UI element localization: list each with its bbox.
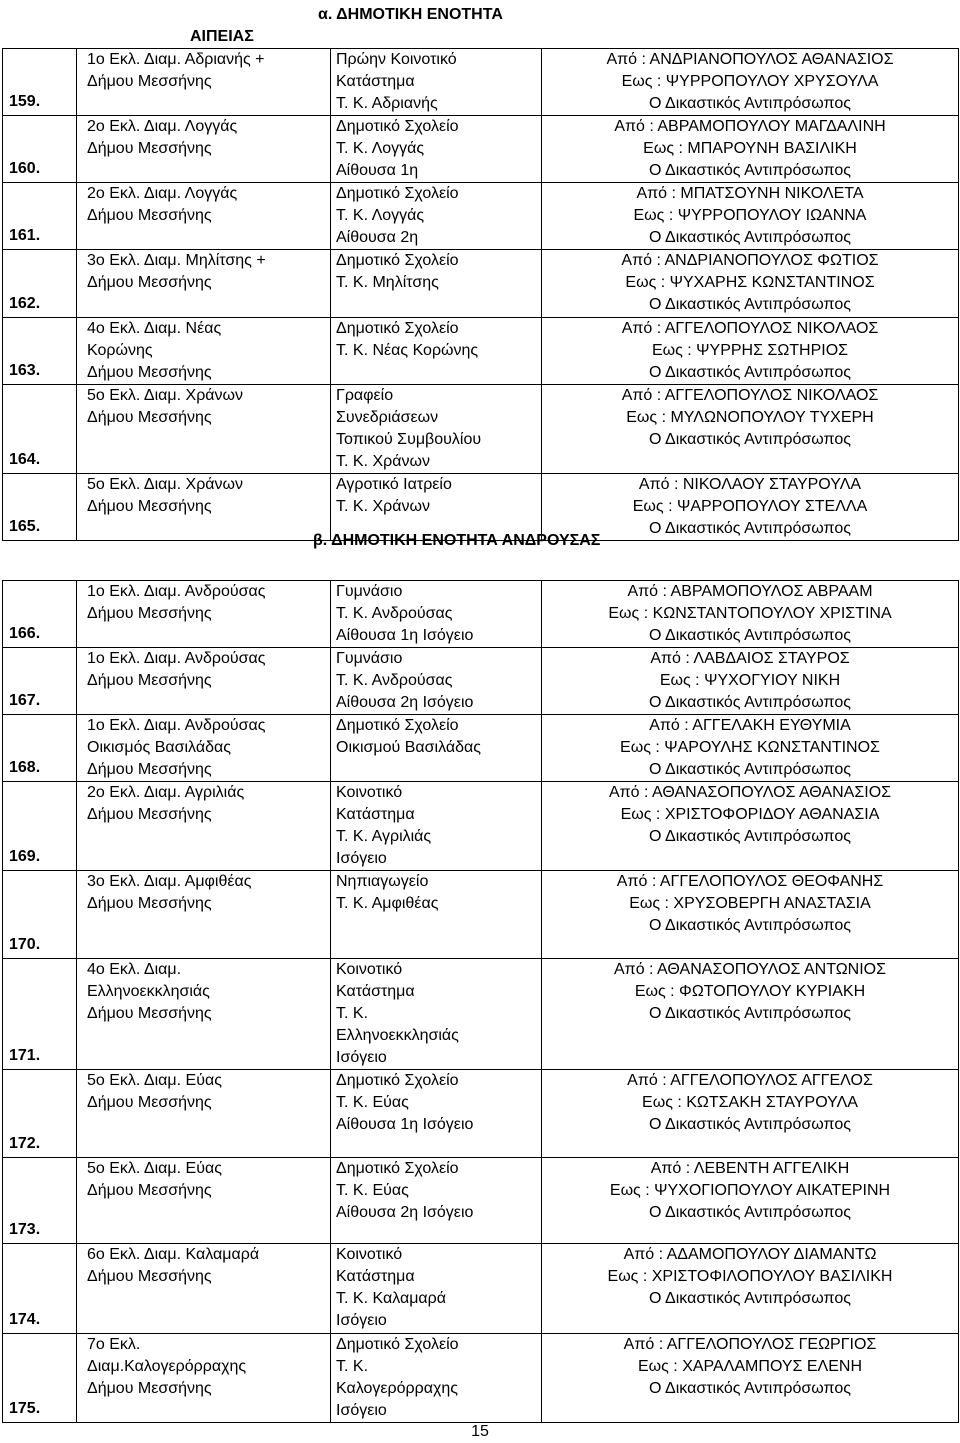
row-number: 174. <box>9 1311 41 1328</box>
location-line: Ισόγειο <box>336 1402 387 1419</box>
location-line: Αίθουσα 1η Ισόγειο <box>336 1116 474 1133</box>
polling-station-line: Δήμου Μεσσήνης <box>87 364 212 381</box>
representative-cell <box>542 871 959 959</box>
location-cell <box>331 318 542 385</box>
table-row <box>3 1244 959 1334</box>
range-to: Εως : ΦΩΤΟΠΟΥΛΟΥ ΚΥΡΙΑΚΗ <box>634 983 866 1000</box>
range-from: Από : ΑΒΡΑΜΟΠΟΥΛΟΥ ΜΑΓΔΑΛΙΝΗ <box>614 118 886 135</box>
location-line: Ισόγειο <box>336 850 387 867</box>
representative-cell <box>542 183 959 250</box>
range-from: Από : ΑΘΑΝΑΣΟΠΟΥΛΟΣ ΑΝΤΩΝΙΟΣ <box>613 961 886 978</box>
representative-label: Ο Δικαστικός Αντιπρόσωπος <box>649 229 851 246</box>
row-number-cell <box>3 581 77 648</box>
polling-station-line: 7ο Εκλ. <box>87 1336 141 1353</box>
polling-station-cell <box>77 318 331 385</box>
polling-station-cell <box>77 385 331 474</box>
row-number-cell <box>3 1244 77 1334</box>
polling-station-line: 1ο Εκλ. Διαμ. Ανδρούσας <box>87 583 266 600</box>
polling-station-line: Δήμου Μεσσήνης <box>87 274 212 291</box>
location-line: Δημοτικό Σχολείο <box>336 185 459 202</box>
polling-station-cell <box>77 581 331 648</box>
range-to: Εως : ΨΑΡΟΥΛΗΣ ΚΩΝΣΤΑΝΤΙΝΟΣ <box>620 739 880 756</box>
range-to: Εως : ΜΥΛΩΝΟΠΟΥΛΟΥ ΤΥΧΕΡΗ <box>626 409 874 426</box>
location-line: Κοινοτικό <box>336 1246 403 1263</box>
row-number: 160. <box>9 160 41 177</box>
location-cell <box>331 715 542 782</box>
location-line: Αίθουσα 2η Ισόγειο <box>336 694 474 711</box>
polling-station-line: Δήμου Μεσσήνης <box>87 895 212 912</box>
location-line: Τ. Κ. Ανδρούσας <box>336 605 453 622</box>
table-row <box>3 871 959 959</box>
representative-label: Ο Δικαστικός Αντιπρόσωπος <box>649 1380 851 1397</box>
range-from: Από : ΑΓΓΕΛΟΠΟΥΛΟΣ ΘΕΟΦΑΝΗΣ <box>616 873 884 890</box>
range-to: Εως : ΨΑΡΡΟΠΟΥΛΟΥ ΣΤΕΛΛΑ <box>632 498 868 515</box>
range-from: Από : ΑΒΡΑΜΟΠΟΥΛΟΣ ΑΒΡΑΑΜ <box>627 583 873 600</box>
polling-station-cell <box>77 1158 331 1244</box>
polling-station-line: Οικισμός Βασιλάδας <box>87 739 231 756</box>
row-number: 162. <box>9 295 41 312</box>
row-number: 169. <box>9 848 41 865</box>
range-from: Από : ΑΘΑΝΑΣΟΠΟΥΛΟΣ ΑΘΑΝΑΣΙΟΣ <box>608 784 892 801</box>
row-number-cell <box>3 1070 77 1158</box>
location-line: Αίθουσα 1η <box>336 162 419 179</box>
location-line: Γυμνάσιο <box>336 583 403 600</box>
polling-station-line: Δήμου Μεσσήνης <box>87 1094 212 1111</box>
location-cell <box>331 116 542 183</box>
range-from: Από : ΜΠΑΤΣΟΥΝΗ ΝΙΚΟΛΕΤΑ <box>636 185 864 202</box>
polling-station-cell <box>77 183 331 250</box>
row-number-cell <box>3 1334 77 1423</box>
polling-station-cell <box>77 1334 331 1423</box>
range-to: Εως : ΜΠΑΡΟΥΝΗ ΒΑΣΙΛΙΚΗ <box>643 140 857 157</box>
location-cell <box>331 1334 542 1423</box>
row-number: 171. <box>9 1047 41 1064</box>
range-to: Εως : ΨΥΧΟΓΥΙΟΥ ΝΙΚΗ <box>659 672 841 689</box>
table-row <box>3 715 959 782</box>
range-from: Από : ΑΓΓΕΛΟΠΟΥΛΟΣ ΑΓΓΕΛΟΣ <box>627 1072 873 1089</box>
location-cell <box>331 581 542 648</box>
row-number-cell <box>3 474 77 541</box>
representative-label: Ο Δικαστικός Αντιπρόσωπος <box>649 296 851 313</box>
location-line: Τ. Κ. Χράνων <box>336 453 430 470</box>
polling-station-cell <box>77 782 331 871</box>
location-line: Καλογερόρραχης <box>336 1380 458 1397</box>
location-line: Κατάστημα <box>336 983 415 1000</box>
polling-station-line: Δήμου Μεσσήνης <box>87 806 212 823</box>
representative-label: Ο Δικαστικός Αντιπρόσωπος <box>649 1290 851 1307</box>
location-line: Γραφείο <box>336 387 394 404</box>
representative-label: Ο Δικαστικός Αντιπρόσωπος <box>649 694 851 711</box>
row-number: 175. <box>9 1400 41 1417</box>
range-from: Από : ΑΝΔΡΙΑΝΟΠΟΥΛΟΣ ΦΩΤΙΟΣ <box>621 252 879 269</box>
row-number: 164. <box>9 451 41 468</box>
polling-station-line: Δήμου Μεσσήνης <box>87 498 212 515</box>
polling-station-cell <box>77 474 331 541</box>
location-line: Τ. Κ. Αμφιθέας <box>336 895 439 912</box>
table-row <box>3 1070 959 1158</box>
location-line: Ισόγειο <box>336 1049 387 1066</box>
range-from: Από : ΑΓΓΕΛΟΠΟΥΛΟΣ ΓΕΩΡΓΙΟΣ <box>623 1336 877 1353</box>
range-from: Από : ΑΓΓΕΛΟΠΟΥΛΟΣ ΝΙΚΟΛΑΟΣ <box>621 320 879 337</box>
location-line: Κοινοτικό <box>336 784 403 801</box>
range-to: Εως : ΨΥΡΡΟΠΟΥΛΟΥ ΧΡΥΣΟΥΛΑ <box>621 73 879 90</box>
section-a-subtitle: ΑΙΠΕΙΑΣ <box>190 28 254 45</box>
row-number: 159. <box>9 93 41 110</box>
location-line: Τ. Κ. Μηλίτσης <box>336 274 439 291</box>
location-line: Ελληνοεκκλησιάς <box>336 1027 459 1044</box>
table-row <box>3 581 959 648</box>
row-number-cell <box>3 116 77 183</box>
row-number: 165. <box>9 518 41 535</box>
location-line: Τ. Κ. Εύας <box>336 1094 409 1111</box>
range-to: Εως : ΨΥΡΡΗΣ ΣΩΤΗΡΙΟΣ <box>651 342 849 359</box>
representative-cell <box>542 715 959 782</box>
polling-station-line: 5ο Εκλ. Διαμ. Χράνων <box>87 387 244 404</box>
location-line: Δημοτικό Σχολείο <box>336 252 459 269</box>
representative-cell <box>542 648 959 715</box>
representative-label: Ο Δικαστικός Αντιπρόσωπος <box>649 761 851 778</box>
row-number-cell <box>3 1158 77 1244</box>
location-cell <box>331 385 542 474</box>
location-cell <box>331 1158 542 1244</box>
representative-cell <box>542 959 959 1070</box>
polling-station-cell <box>77 648 331 715</box>
polling-station-line: 1ο Εκλ. Διαμ. Ανδρούσας <box>87 650 266 667</box>
location-cell <box>331 782 542 871</box>
table-row <box>3 959 959 1070</box>
location-line: Συνεδριάσεων <box>336 409 439 426</box>
polling-station-line: 1ο Εκλ. Διαμ. Αδριανής + <box>87 51 265 68</box>
row-number: 163. <box>9 362 41 379</box>
polling-station-cell <box>77 116 331 183</box>
polling-station-line: 1ο Εκλ. Διαμ. Ανδρούσας <box>87 717 266 734</box>
representative-cell <box>542 49 959 116</box>
row-number-cell <box>3 782 77 871</box>
representative-cell <box>542 318 959 385</box>
representative-label: Ο Δικαστικός Αντιπρόσωπος <box>649 917 851 934</box>
representative-cell <box>542 385 959 474</box>
location-line: Τ. Κ. Εύας <box>336 1182 409 1199</box>
row-number-cell <box>3 250 77 318</box>
location-line: Δημοτικό Σχολείο <box>336 1072 459 1089</box>
polling-station-line: 4ο Εκλ. Διαμ. <box>87 961 182 978</box>
location-line: Τ. Κ. Λογγάς <box>336 207 425 224</box>
section-b-title: β. ΔΗΜΟΤΙΚΗ ΕΝΟΤΗΤΑ ΑΝΔΡΟΥΣΑΣ <box>313 532 601 549</box>
row-number: 161. <box>9 227 41 244</box>
table-row <box>3 318 959 385</box>
table-row <box>3 385 959 474</box>
location-cell <box>331 871 542 959</box>
polling-station-cell <box>77 1070 331 1158</box>
location-line: Δημοτικό Σχολείο <box>336 320 459 337</box>
location-cell <box>331 183 542 250</box>
location-line: Οικισμού Βασιλάδας <box>336 739 481 756</box>
range-to: Εως : ΧΡΙΣΤΟΦΟΡΙΔΟΥ ΑΘΑΝΑΣΙΑ <box>620 806 880 823</box>
range-to: Εως : ΧΡΥΣΟΒΕΡΓΗ ΑΝΑΣΤΑΣΙΑ <box>629 895 871 912</box>
representative-label: Ο Δικαστικός Αντιπρόσωπος <box>649 364 851 381</box>
representative-label: Ο Δικαστικός Αντιπρόσωπος <box>649 95 851 112</box>
location-line: Νηπιαγωγείο <box>336 873 429 890</box>
representative-cell <box>542 581 959 648</box>
table-row <box>3 1334 959 1423</box>
location-line: Δημοτικό Σχολείο <box>336 717 459 734</box>
polling-station-line: 4ο Εκλ. Διαμ. Νέας <box>87 320 222 337</box>
row-number: 172. <box>9 1135 41 1152</box>
representative-label: Ο Δικαστικός Αντιπρόσωπος <box>649 162 851 179</box>
representative-cell <box>542 474 959 541</box>
polling-station-line: Δήμου Μεσσήνης <box>87 672 212 689</box>
range-from: Από : ΑΔΑΜΟΠΟΥΛΟΥ ΔΙΑΜΑΝΤΩ <box>623 1246 877 1263</box>
polling-station-line: 3ο Εκλ. Διαμ. Αμφιθέας <box>87 873 252 890</box>
section-a-title: α. ΔΗΜΟΤΙΚΗ ΕΝΟΤΗΤΑ <box>318 6 503 23</box>
location-line: Τ. Κ. Αγριλιάς <box>336 828 432 845</box>
range-to: Εως : ΨΥΧΑΡΗΣ ΚΩΝΣΤΑΝΤΙΝΟΣ <box>625 274 875 291</box>
polling-station-cell <box>77 1244 331 1334</box>
polling-station-line: Δήμου Μεσσήνης <box>87 207 212 224</box>
polling-station-line: Δήμου Μεσσήνης <box>87 605 212 622</box>
page-number: 15 <box>471 1423 489 1440</box>
representative-label: Ο Δικαστικός Αντιπρόσωπος <box>649 627 851 644</box>
range-from: Από : ΛΕΒΕΝΤΗ ΑΓΓΕΛΙΚΗ <box>650 1160 850 1177</box>
row-number-cell <box>3 715 77 782</box>
polling-station-cell <box>77 959 331 1070</box>
range-to: Εως : ΧΑΡΑΛΑΜΠΟΥΣ ΕΛΕΝΗ <box>637 1358 863 1375</box>
polling-station-line: 5ο Εκλ. Διαμ. Χράνων <box>87 476 244 493</box>
polling-station-line: 2ο Εκλ. Διαμ. Αγριλιάς <box>87 784 245 801</box>
representative-cell <box>542 1334 959 1423</box>
table-row <box>3 116 959 183</box>
row-number-cell <box>3 871 77 959</box>
polling-station-line: Διαμ.Καλογερόρραχης <box>87 1358 247 1375</box>
polling-station-line: Δήμου Μεσσήνης <box>87 73 212 90</box>
table-row <box>3 1158 959 1244</box>
range-from: Από : ΛΑΒΔΑΙΟΣ ΣΤΑΥΡΟΣ <box>650 650 850 667</box>
polling-station-cell <box>77 715 331 782</box>
representative-label: Ο Δικαστικός Αντιπρόσωπος <box>649 1116 851 1133</box>
polling-station-line: 5ο Εκλ. Διαμ. Εύας <box>87 1160 222 1177</box>
row-number: 167. <box>9 692 41 709</box>
location-line: Αγροτικό Ιατρείο <box>336 476 452 493</box>
polling-station-cell <box>77 871 331 959</box>
polling-station-cell <box>77 250 331 318</box>
location-cell <box>331 1070 542 1158</box>
location-line: Αίθουσα 1η Ισόγειο <box>336 627 474 644</box>
location-line: Τοπικού Συμβουλίου <box>336 431 482 448</box>
location-line: Ισόγειο <box>336 1312 387 1329</box>
table-section-b <box>2 580 959 1423</box>
location-line: Αίθουσα 2η <box>336 229 419 246</box>
location-line: Αίθουσα 2η Ισόγειο <box>336 1204 474 1221</box>
polling-station-line: 5ο Εκλ. Διαμ. Εύας <box>87 1072 222 1089</box>
row-number-cell <box>3 318 77 385</box>
location-line: Τ. Κ. Λογγάς <box>336 140 425 157</box>
representative-cell <box>542 116 959 183</box>
location-line: Τ. Κ. Νέας Κορώνης <box>336 342 479 359</box>
representative-cell <box>542 782 959 871</box>
location-line: Τ. Κ. Αδριανής <box>336 95 438 112</box>
location-line: Κατάστημα <box>336 73 415 90</box>
location-cell <box>331 1244 542 1334</box>
location-line: Κοινοτικό <box>336 961 403 978</box>
location-line: Δημοτικό Σχολείο <box>336 118 459 135</box>
location-cell <box>331 648 542 715</box>
polling-station-line: Δήμου Μεσσήνης <box>87 1268 212 1285</box>
table-row <box>3 183 959 250</box>
representative-cell <box>542 1244 959 1334</box>
row-number-cell <box>3 49 77 116</box>
location-line: Δημοτικό Σχολείο <box>336 1336 459 1353</box>
location-cell <box>331 250 542 318</box>
polling-station-line: Δήμου Μεσσήνης <box>87 140 212 157</box>
range-to: Εως : ΨΥΡΡΟΠΟΥΛΟΥ ΙΩΑΝΝΑ <box>633 207 867 224</box>
representative-cell <box>542 250 959 318</box>
row-number: 168. <box>9 759 41 776</box>
location-line: Κατάστημα <box>336 1268 415 1285</box>
range-to: Εως : ΧΡΙΣΤΟΦΙΛΟΠΟΥΛΟΥ ΒΑΣΙΛΙΚΗ <box>607 1268 893 1285</box>
location-line: Τ. Κ. Ανδρούσας <box>336 672 453 689</box>
range-to: Εως : ΨΥΧΟΓΙΟΠΟΥΛΟΥ ΑΙΚΑΤΕΡΙΝΗ <box>609 1182 891 1199</box>
location-cell <box>331 49 542 116</box>
table-row <box>3 49 959 116</box>
representative-label: Ο Δικαστικός Αντιπρόσωπος <box>649 1005 851 1022</box>
polling-station-line: Δήμου Μεσσήνης <box>87 761 212 778</box>
representative-cell <box>542 1070 959 1158</box>
row-number: 173. <box>9 1221 41 1238</box>
polling-station-line: Κορώνης <box>87 342 153 359</box>
table-row <box>3 250 959 318</box>
row-number-cell <box>3 959 77 1070</box>
row-number-cell <box>3 183 77 250</box>
polling-station-line: Δήμου Μεσσήνης <box>87 1182 212 1199</box>
location-line: Τ. Κ. <box>336 1358 369 1375</box>
table-row <box>3 648 959 715</box>
polling-station-line: 6ο Εκλ. Διαμ. Καλαμαρά <box>87 1246 260 1263</box>
location-line: Τ. Κ. Καλαμαρά <box>336 1290 447 1307</box>
location-line: Τ. Κ. <box>336 1005 369 1022</box>
representative-cell <box>542 1158 959 1244</box>
range-from: Από : ΑΓΓΕΛΟΠΟΥΛΟΣ ΝΙΚΟΛΑΟΣ <box>621 387 879 404</box>
polling-station-line: 2ο Εκλ. Διαμ. Λογγάς <box>87 185 238 202</box>
range-from: Από : ΑΝΔΡΙΑΝΟΠΟΥΛΟΣ ΑΘΑΝΑΣΙΟΣ <box>606 51 894 68</box>
polling-station-line: Δήμου Μεσσήνης <box>87 1005 212 1022</box>
row-number-cell <box>3 648 77 715</box>
polling-station-line: 2ο Εκλ. Διαμ. Λογγάς <box>87 118 238 135</box>
range-from: Από : ΑΓΓΕΛΑΚΗ ΕΥΘΥΜΙΑ <box>649 717 851 734</box>
location-line: Κατάστημα <box>336 806 415 823</box>
row-number: 170. <box>9 936 41 953</box>
polling-station-line: 3ο Εκλ. Διαμ. Μηλίτσης + <box>87 252 266 269</box>
representative-label: Ο Δικαστικός Αντιπρόσωπος <box>649 1204 851 1221</box>
table-row <box>3 782 959 871</box>
representative-label: Ο Δικαστικός Αντιπρόσωπος <box>649 431 851 448</box>
polling-station-line: Δήμου Μεσσήνης <box>87 409 212 426</box>
table-section-a <box>2 48 959 541</box>
range-to: Εως : ΚΩΤΣΑΚΗ ΣΤΑΥΡΟΥΛΑ <box>642 1094 858 1111</box>
polling-station-line: Ελληνοεκκλησιάς <box>87 983 210 1000</box>
representative-label: Ο Δικαστικός Αντιπρόσωπος <box>649 520 851 537</box>
location-line: Δημοτικό Σχολείο <box>336 1160 459 1177</box>
range-to: Εως : ΚΩΝΣΤΑΝΤΟΠΟΥΛΟΥ ΧΡΙΣΤΙΝΑ <box>608 605 892 622</box>
polling-station-line: Δήμου Μεσσήνης <box>87 1380 212 1397</box>
location-line: Τ. Κ. Χράνων <box>336 498 430 515</box>
location-line: Γυμνάσιο <box>336 650 403 667</box>
location-line: Πρώην Κοινοτικό <box>336 51 457 68</box>
range-from: Από : ΝΙΚΟΛΑΟΥ ΣΤΑΥΡΟΥΛΑ <box>638 476 862 493</box>
representative-label: Ο Δικαστικός Αντιπρόσωπος <box>649 828 851 845</box>
row-number-cell <box>3 385 77 474</box>
row-number: 166. <box>9 625 41 642</box>
location-cell <box>331 959 542 1070</box>
polling-station-cell <box>77 49 331 116</box>
